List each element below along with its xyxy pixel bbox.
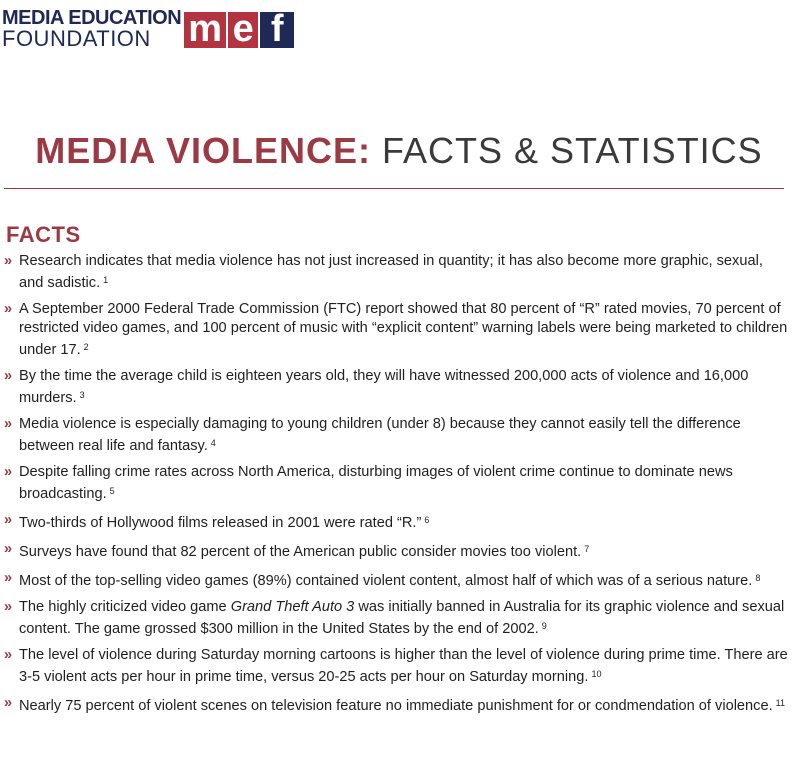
- fact-item: [4, 646, 788, 687]
- logo-line-foundation: FOUNDATION: [2, 26, 151, 51]
- footnote-ref: 2: [83, 342, 89, 352]
- bullet-chevron-icon: »: [4, 512, 13, 528]
- footnote-ref: 10: [591, 669, 602, 679]
- fact-text: Despite falling crime rates across North America, disturbing images of violent crime continue to dominate news broadcasting.: [19, 464, 733, 502]
- fact-text: The highly criticized video game: [19, 599, 231, 615]
- bullet-chevron-icon: »: [4, 253, 13, 269]
- bullet-chevron-icon: »: [4, 464, 13, 480]
- fact-item: [4, 415, 788, 456]
- logo-mark-f: f: [260, 12, 294, 48]
- fact-text: Surveys have found that 82 percent of the American public consider movies too violent.: [19, 544, 582, 560]
- fact-item: [4, 463, 788, 504]
- section-heading-facts: FACTS: [6, 222, 81, 247]
- fact-item: [4, 367, 788, 408]
- fact-item: [4, 252, 788, 293]
- footnote-ref: 5: [109, 486, 115, 496]
- fact-item: [4, 540, 788, 562]
- bullet-chevron-icon: »: [4, 416, 13, 432]
- title-divider: [4, 188, 784, 189]
- page-title-sub: FACTS & STATISTICS: [381, 130, 763, 171]
- bullet-chevron-icon: »: [4, 570, 13, 586]
- fact-title-italic: Grand Theft Auto 3: [230, 599, 355, 615]
- fact-item: [4, 598, 788, 639]
- logo-wordmark: [2, 8, 181, 50]
- fact-text: Media violence is especially damaging to young children (under 8) because they cannot easily tell the difference between real life and fantasy.: [19, 416, 741, 454]
- bullet-chevron-icon: »: [4, 695, 13, 711]
- footnote-ref: 9: [541, 621, 547, 631]
- mef-logo-mark: [184, 12, 294, 48]
- fact-text: By the time the average child is eighteen years old, they will have witnessed 200,000 acts of violence and 16,000 murders.: [19, 368, 749, 406]
- mef-logo: [2, 8, 294, 50]
- footnote-ref: 1: [103, 275, 109, 285]
- fact-text: The level of violence during Saturday morning cartoons is higher than the level of violence during prime time. There are 3-5 violent acts per hour in prime time, versus 20-25 acts per hour on Saturday morning.: [19, 647, 788, 685]
- facts-list: [4, 252, 788, 723]
- fact-item: [4, 300, 788, 360]
- footnote-ref: 11: [775, 698, 785, 708]
- page-title: [0, 130, 798, 172]
- logo-mark-m: m: [184, 12, 226, 48]
- logo-mark-e: e: [228, 12, 258, 48]
- page-title-main: MEDIA VIOLENCE:: [35, 130, 371, 171]
- footnote-ref: 8: [755, 573, 761, 583]
- logo-line-media-education: MEDIA EDUCATION: [2, 7, 182, 29]
- fact-text-continued: was initially banned in Australia for its graphic violence and sexual content. The game grossed $300 million in the United States by the end of 2002.: [19, 599, 785, 637]
- bullet-chevron-icon: »: [4, 647, 13, 663]
- footnote-ref: 3: [79, 390, 85, 400]
- bullet-chevron-icon: »: [4, 599, 13, 615]
- fact-text: Most of the top-selling video games (89%) contained violent content, almost half of which was of a serious nature.: [19, 573, 753, 589]
- footnote-ref: 6: [424, 515, 430, 525]
- fact-text: A September 2000 Federal Trade Commission (FTC) report showed that 80 percent of “R” rated movies, 70 percent of restricted video games, and 100 percent of music with “explicit content” warning labels were being marketed to children under 17.: [19, 301, 788, 358]
- fact-item: [4, 569, 788, 591]
- fact-item: [4, 511, 788, 533]
- bullet-chevron-icon: »: [4, 301, 13, 317]
- bullet-chevron-icon: »: [4, 541, 13, 557]
- fact-text: Two-thirds of Hollywood films released in 2001 were rated “R.”: [19, 515, 422, 531]
- footnote-ref: 4: [210, 438, 216, 448]
- footnote-ref: 7: [584, 544, 590, 554]
- bullet-chevron-icon: »: [4, 368, 13, 384]
- fact-text: Nearly 75 percent of violent scenes on television feature no immediate punishment for or condmendation of violence.: [19, 698, 773, 714]
- fact-item: [4, 694, 788, 716]
- fact-text: Research indicates that media violence has not just increased in quantity; it has also become more graphic, sexual, and sadistic.: [19, 253, 763, 291]
